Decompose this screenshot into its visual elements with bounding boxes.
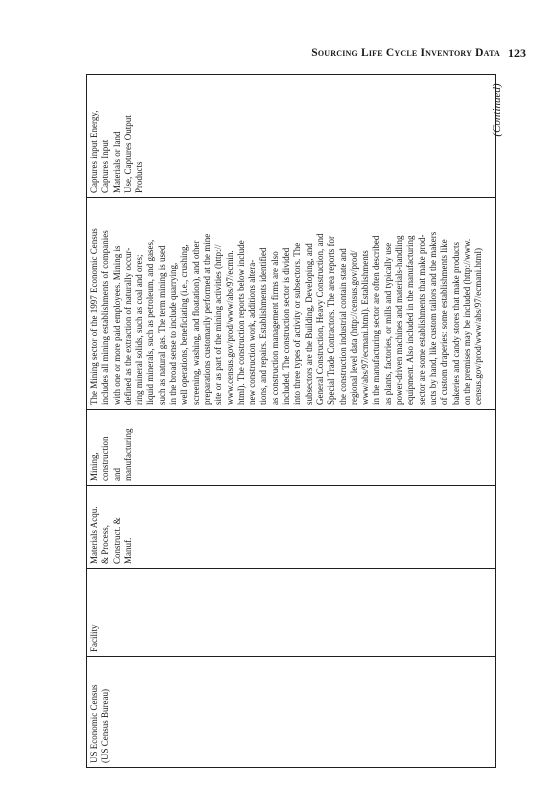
continued-note: (Continued): [491, 83, 503, 137]
cell-captures: [87, 75, 496, 198]
cell-life-cycle-stage: [87, 486, 496, 569]
cell-scope: [87, 569, 496, 657]
life-cycle-stage-text: Materials Acqu. & Process, Construct. & Manuf.: [89, 506, 133, 564]
data-source-text: US Economic Census (US Census Bureau): [89, 684, 111, 763]
scope-text: Facility: [89, 624, 99, 652]
page-number: 123: [508, 46, 526, 60]
captures-text: Captures input Energy, Captures Input Materials or land Use, Captures Output Products: [89, 110, 145, 193]
cell-description: [87, 198, 496, 410]
rotated-table-container: [86, 75, 496, 768]
cell-sector: [87, 410, 496, 486]
sector-text: Mining, construction and manufacturing: [89, 428, 133, 481]
table-row: [87, 75, 496, 768]
running-head: Sourcing Life Cycle Inventory Data: [311, 47, 500, 59]
description-text: The Mining sector of the 1997 Economic Census includes all mining establishments of companies with one or more paid employees. Mining is defined as the extraction of naturally occur- ring mineral solids, such as coal and ores; liquid minerals, such as petroleum, and gases, such as natural gas. The term mining is used in the broad sense to include quarrying, well operations, beneficiating (i.e., crushing, screening, washing, and floatation), and other preparations customarily performed at the mine site or as part of the mining activities (http:// www.census.gov/prod/www/abs/97/ecmin. html). The construction reports below include new construction work, additions altera- tions, and repairs. Establishments identified as construction management firms are also included. The construction sector is divided into three types of activity or subsectors. The subsectors are the Building, Developing, and General Construction, Heavy Construction, and Special Trade Contractors. The area reports for the construction industrial contain state and regional level data (http://census.gov/prod/ www/abs/97/ecmani.html). Establishments in the manufacturing sector are often described as plants, factories, or mills and typically use power-driven machines and materials-handling equipment. Also included in the manufacturing sector are some establishments that make prod- ucts by hand, like custom tailors and the makers of custom draperies: some establishments like bakeries and candy stores that make products on the premises may be included (http://www. census.gov/prod/www/abs/97/ecmani.html): [89, 228, 484, 405]
inventory-table: [86, 74, 496, 768]
cell-data-source: [87, 657, 496, 768]
